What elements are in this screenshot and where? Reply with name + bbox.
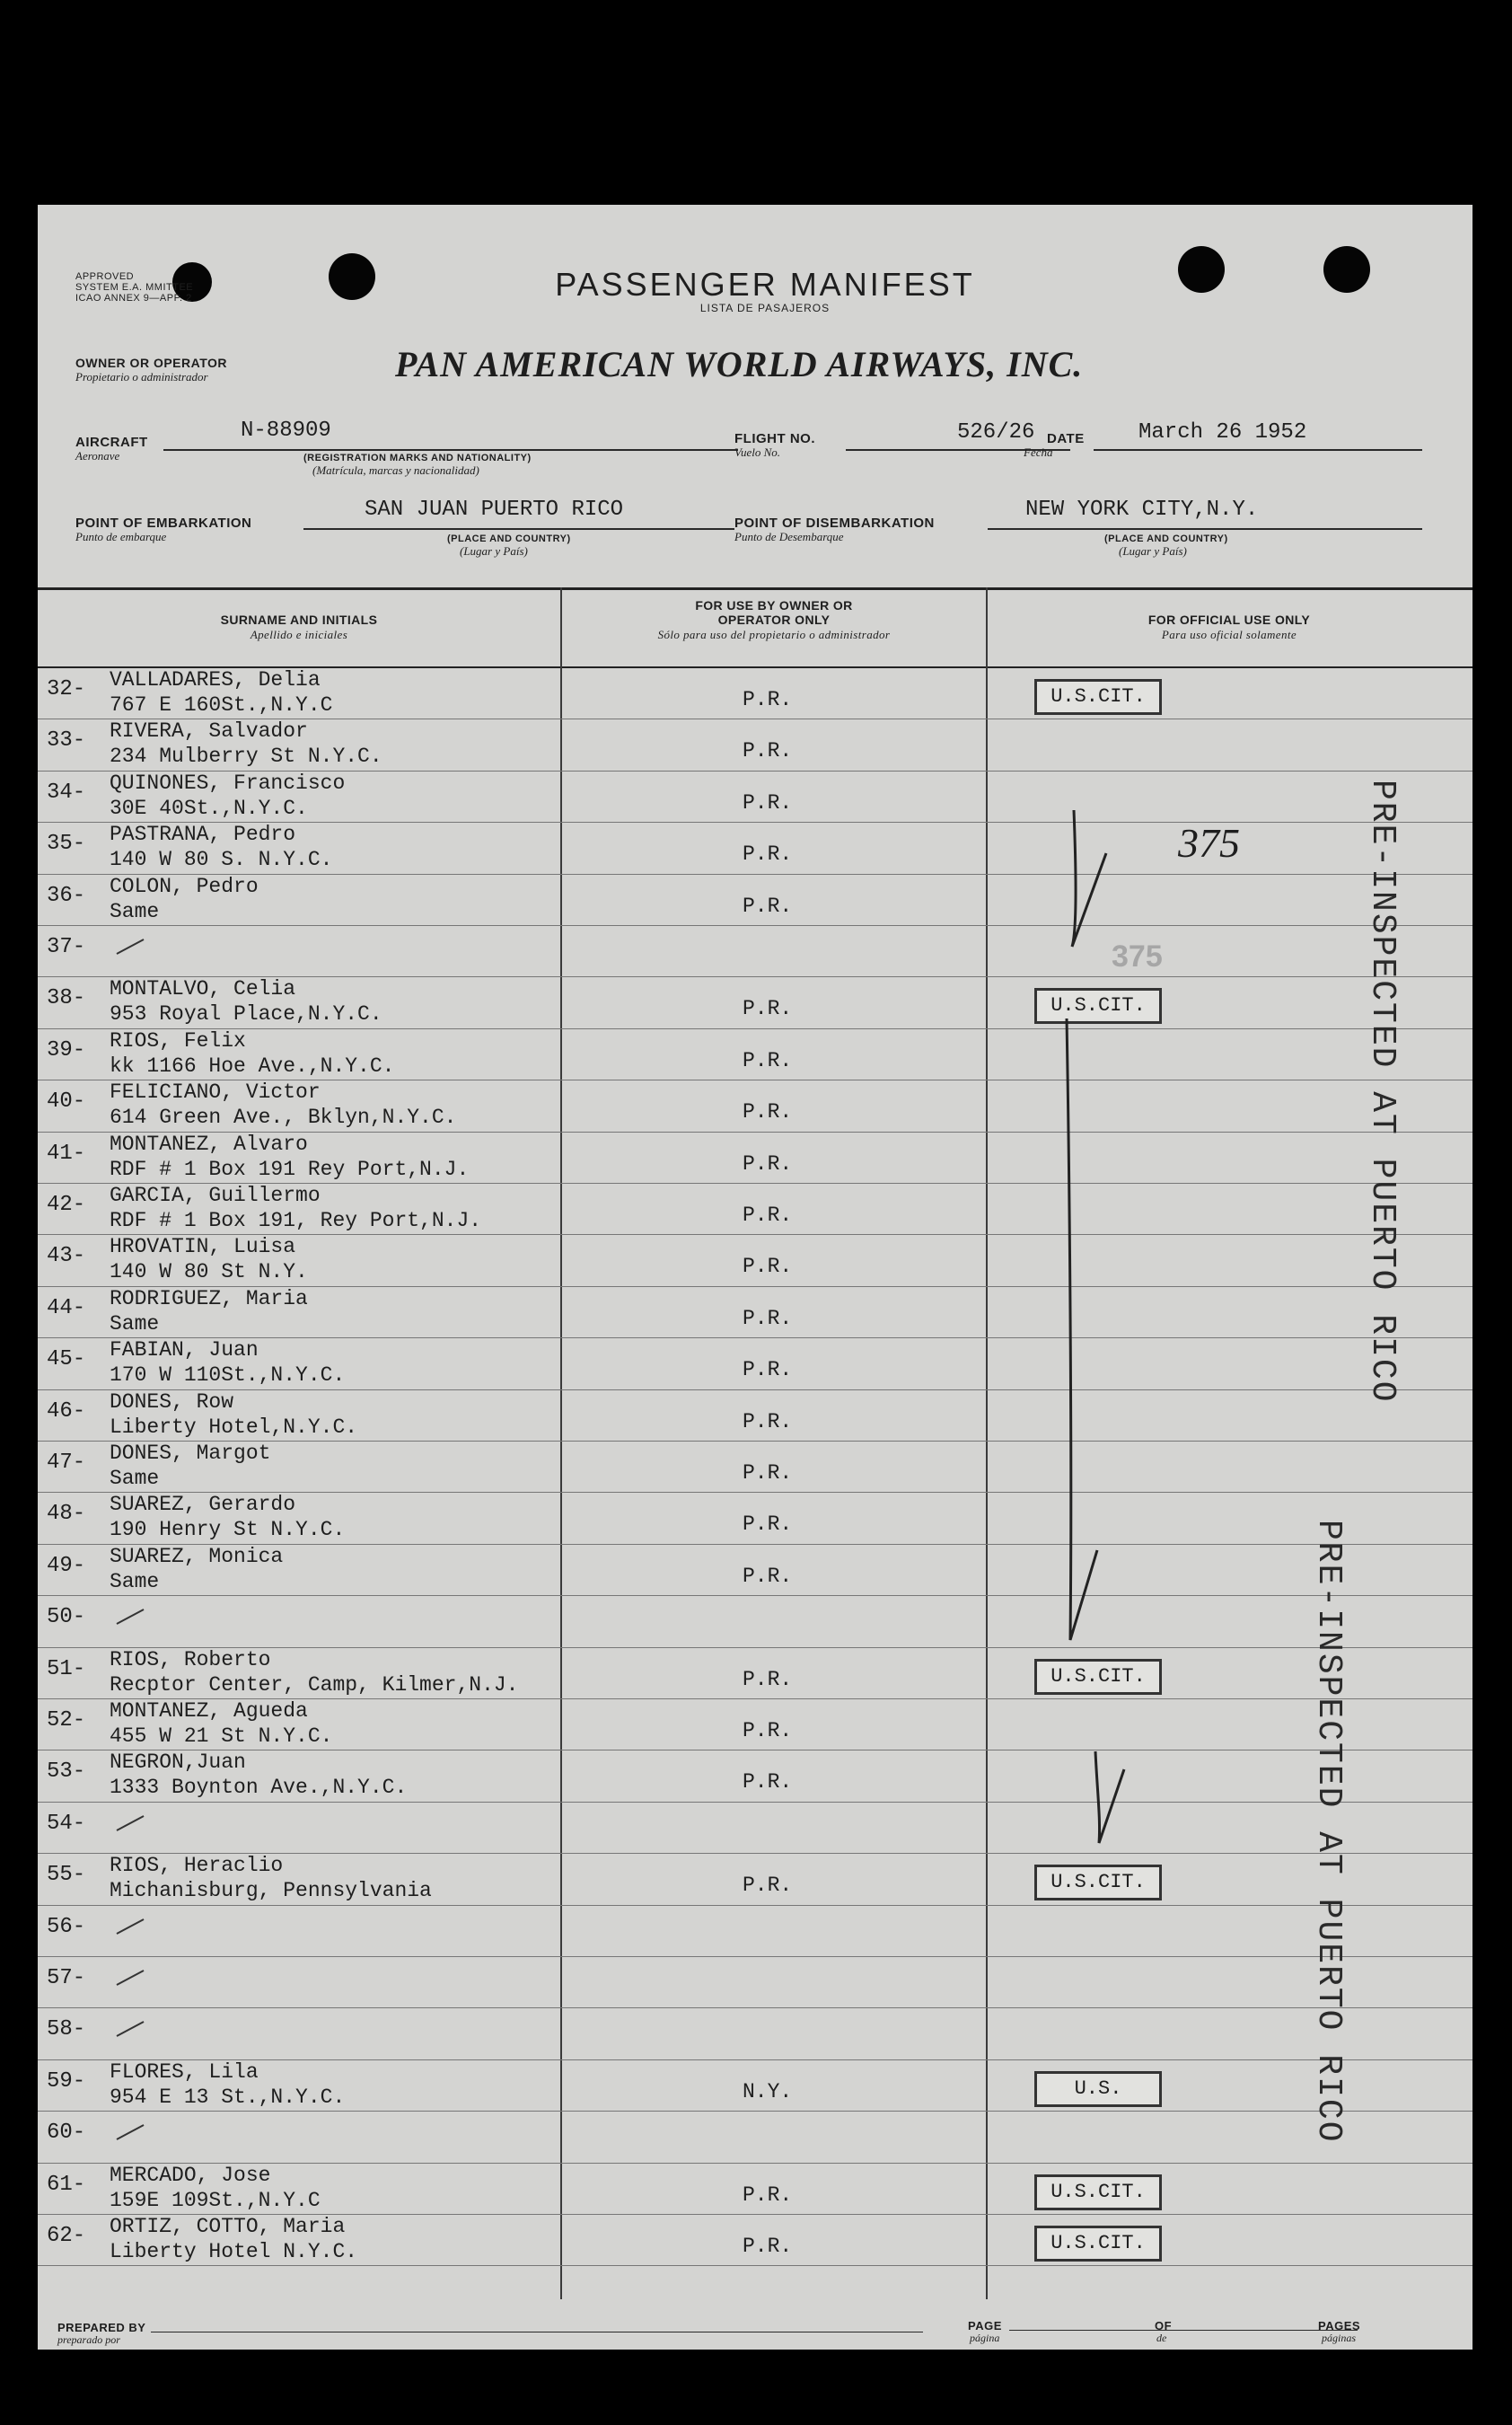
- blank-row-slash: [117, 1815, 145, 1831]
- owner-value: PAN AMERICAN WORLD AIRWAYS, INC.: [395, 344, 1084, 384]
- row-number: 34-: [47, 780, 86, 805]
- pages-label-es: páginas: [1322, 2332, 1357, 2344]
- passenger-name: VALLADARES, Delia: [110, 668, 321, 692]
- passenger-name: FLORES, Lila: [110, 2059, 259, 2084]
- passenger-name: PASTRANA, Pedro: [110, 823, 296, 847]
- operator-note: P.R.: [743, 1409, 793, 1433]
- approved-line: APPROVED: [75, 271, 135, 282]
- passenger-name: MERCADO, Jose: [110, 2163, 271, 2187]
- faint-stamp-number: 375: [1112, 939, 1163, 974]
- table-row: [38, 926, 1472, 977]
- passenger-address: Liberty Hotel,N.Y.C.: [110, 1415, 358, 1439]
- flight-label-es: Vuelo No.: [734, 445, 781, 459]
- date-label-es: Fecha: [1024, 445, 1053, 459]
- passenger-address: Liberty Hotel N.Y.C.: [110, 2240, 358, 2263]
- operator-note: P.R.: [743, 688, 793, 711]
- flight-label: FLIGHT NO.: [734, 431, 815, 446]
- row-number: 33-: [47, 728, 86, 754]
- table-row: [38, 772, 1472, 823]
- page-label: PAGE: [968, 2319, 1002, 2332]
- table-row: [38, 1957, 1472, 2008]
- row-number: 54-: [47, 1811, 86, 1836]
- passenger-name: MONTANEZ, Agueda: [110, 1699, 308, 1723]
- passenger-address: 170 W 110St.,N.Y.C.: [110, 1363, 346, 1388]
- operator-note: N.Y.: [743, 2079, 793, 2103]
- blank-row-slash: [117, 1970, 145, 1986]
- operator-note: P.R.: [743, 1100, 793, 1124]
- table-row: [38, 1390, 1472, 1442]
- column-header-names-es: Apellido e iniciales: [250, 628, 348, 641]
- citizenship-stamp: U.S.CIT.: [1034, 2174, 1162, 2210]
- operator-note: P.R.: [743, 1564, 793, 1588]
- row-number: 48-: [47, 1502, 86, 1527]
- column-header-names-en: SURNAME AND INITIALS: [220, 613, 378, 627]
- table-row: [38, 977, 1472, 1028]
- row-number: 46-: [47, 1398, 86, 1424]
- table-top-rule: [38, 587, 1472, 590]
- table-row: [38, 1750, 1472, 1802]
- blank-row-slash: [117, 1609, 145, 1625]
- row-number: 36-: [47, 883, 86, 908]
- aircraft-value: N-88909: [241, 419, 331, 443]
- operator-note: P.R.: [743, 790, 793, 815]
- operator-note: P.R.: [743, 894, 793, 918]
- operator-note: P.R.: [743, 2235, 793, 2258]
- row-number: 62-: [47, 2224, 86, 2248]
- passenger-name: DONES, Margot: [110, 1442, 271, 1465]
- blank-row-slash: [117, 1918, 145, 1935]
- table-row: [38, 1803, 1472, 1854]
- row-number: 58-: [47, 2017, 86, 2042]
- passenger-name: GARCIA, Guillermo: [110, 1184, 321, 1207]
- punch-hole-right: [1323, 246, 1370, 293]
- row-number: 56-: [47, 1914, 86, 1939]
- row-number: 47-: [47, 1451, 86, 1475]
- row-number: 32-: [47, 677, 86, 701]
- table-row: [38, 1235, 1472, 1286]
- blank-row-slash: [117, 2022, 145, 2038]
- passenger-name: ORTIZ, COTTO, Maria: [110, 2215, 346, 2238]
- table-row: [38, 2060, 1472, 2112]
- operator-note: P.R.: [743, 1358, 793, 1382]
- prepared-label-es: preparado por: [57, 2333, 120, 2346]
- row-number: 41-: [47, 1141, 86, 1166]
- operator-note: P.R.: [743, 1048, 793, 1072]
- operator-note: P.R.: [743, 842, 793, 867]
- row-number: 45-: [47, 1347, 86, 1372]
- table-row: [38, 1545, 1472, 1596]
- passenger-address: 614 Green Ave., Bklyn,N.Y.C.: [110, 1106, 457, 1130]
- passenger-address: 234 Mulberry St N.Y.C.: [110, 745, 382, 769]
- table-row: [38, 1287, 1472, 1338]
- passenger-address: 159E 109St.,N.Y.C: [110, 2188, 321, 2212]
- aircraft-label: AIRCRAFT: [75, 435, 148, 450]
- passenger-name: MONTANEZ, Alvaro: [110, 1132, 308, 1156]
- vertical-inspection-stamp-1: PRE-INSPECTED AT PUERTO RICO: [1363, 780, 1402, 1404]
- passenger-name: RIOS, Heraclio: [110, 1854, 284, 1878]
- column-header-operator-es: Sólo para uso del propietario o administrador: [657, 628, 891, 641]
- table-row: [38, 2112, 1472, 2163]
- date-underline: [1094, 449, 1422, 451]
- passenger-name: RODRIGUEZ, Maria: [110, 1286, 308, 1310]
- passenger-table: [38, 587, 1472, 2299]
- operator-note: P.R.: [743, 997, 793, 1021]
- table-row: [38, 1184, 1472, 1235]
- row-number: 40-: [47, 1089, 86, 1115]
- passenger-address: 1333 Boynton Ave.,N.Y.C.: [110, 1776, 408, 1800]
- punch-hole-middle: [1178, 246, 1225, 293]
- table-row: [38, 1906, 1472, 1957]
- disembark-place-note-es: (Lugar y País): [1119, 544, 1187, 558]
- operator-note: P.R.: [743, 1719, 793, 1742]
- citizenship-stamp: U.S.CIT.: [1034, 679, 1162, 715]
- approved-line: SYSTEM E.A. MMITTEE: [75, 282, 194, 293]
- punch-hole-left: [329, 253, 375, 300]
- vertical-inspection-stamp-2: PRE-INSPECTED AT PUERTO RICO: [1309, 1520, 1348, 2144]
- table-row: [38, 719, 1472, 771]
- operator-note: P.R.: [743, 1667, 793, 1691]
- column-header-official-en: FOR OFFICIAL USE ONLY: [1147, 613, 1311, 627]
- disembark-label-es: Punto de Desembarque: [734, 530, 844, 543]
- table-row: [38, 1648, 1472, 1699]
- passenger-name: SUAREZ, Monica: [110, 1544, 284, 1568]
- operator-note: P.R.: [743, 1770, 793, 1794]
- aircraft-underline: [163, 449, 738, 451]
- passenger-name: RIOS, Felix: [110, 1028, 246, 1053]
- row-number: 55-: [47, 1863, 86, 1888]
- disembark-underline: [988, 528, 1422, 530]
- embark-underline: [303, 528, 734, 530]
- row-number: 39-: [47, 1037, 86, 1063]
- date-label: DATE: [1047, 431, 1085, 446]
- row-number: 35-: [47, 832, 86, 857]
- table-row: [38, 1133, 1472, 1184]
- disembark-place-note: (PLACE AND COUNTRY): [1104, 534, 1228, 544]
- row-number: 42-: [47, 1193, 86, 1217]
- operator-note: P.R.: [743, 2182, 793, 2207]
- page-subtitle: LISTA DE PASAJEROS: [699, 302, 831, 314]
- citizenship-stamp: U.S.CIT.: [1034, 1865, 1162, 1900]
- passenger-address: Same: [110, 899, 160, 923]
- owner-label-es: Propietario o administrador: [75, 370, 208, 384]
- handwritten-number: 375: [1178, 820, 1240, 866]
- citizenship-stamp: U.S.: [1034, 2071, 1162, 2107]
- embark-value: SAN JUAN PUERTO RICO: [365, 498, 624, 522]
- passenger-address: 953 Royal Place,N.Y.C.: [110, 1002, 382, 1027]
- passenger-address: Michanisburg, Pennsylvania: [110, 1879, 432, 1903]
- operator-note: P.R.: [743, 1306, 793, 1330]
- row-number: 60-: [47, 2121, 86, 2146]
- column-header-official: [986, 613, 1472, 642]
- passenger-address: 455 W 21 St N.Y.C.: [110, 1724, 333, 1748]
- citizenship-stamp: U.S.CIT.: [1034, 1659, 1162, 1695]
- blank-row-slash: [117, 939, 145, 955]
- passenger-address: Recptor Center, Camp, Kilmer,N.J.: [110, 1672, 519, 1697]
- row-number: 59-: [47, 2068, 86, 2094]
- of-label-es: de: [1156, 2332, 1167, 2344]
- table-row: [38, 668, 1472, 719]
- row-number: 43-: [47, 1244, 86, 1269]
- passenger-address: 190 Henry St N.Y.C.: [110, 1518, 346, 1542]
- operator-note: P.R.: [743, 1874, 793, 1898]
- column-header-official-es: Para uso oficial solamente: [1161, 628, 1297, 641]
- passenger-name: HROVATIN, Luisa: [110, 1235, 296, 1259]
- passenger-address: RDF # 1 Box 191 Rey Port,N.J.: [110, 1157, 470, 1181]
- column-header-names: [38, 613, 560, 642]
- disembark-label: POINT OF DISEMBARKATION: [734, 516, 935, 531]
- operator-note: P.R.: [743, 1204, 793, 1227]
- passenger-address: 954 E 13 St.,N.Y.C.: [110, 2085, 346, 2109]
- passenger-address: RDF # 1 Box 191, Rey Port,N.J.: [110, 1209, 482, 1232]
- operator-note: P.R.: [743, 1512, 793, 1537]
- owner-label: OWNER OR OPERATOR: [75, 356, 227, 370]
- table-row: [38, 1699, 1472, 1750]
- operator-note: P.R.: [743, 1151, 793, 1176]
- aircraft-label-es: Aeronave: [75, 449, 120, 463]
- row-number: 50-: [47, 1605, 86, 1630]
- passenger-address: 767 E 160St.,N.Y.C: [110, 693, 333, 717]
- registration-note-es: (Matrícula, marcas y nacionalidad): [312, 463, 479, 477]
- manifest-sheet: [38, 205, 1472, 2350]
- table-row: [38, 823, 1472, 874]
- operator-note: P.R.: [743, 1255, 793, 1279]
- table-row: [38, 1080, 1472, 1132]
- row-number: 49-: [47, 1553, 86, 1578]
- table-row: [38, 2164, 1472, 2215]
- passenger-name: COLON, Pedro: [110, 874, 259, 898]
- passenger-address: Same: [110, 1311, 160, 1336]
- table-row: [38, 2008, 1472, 2059]
- operator-note: P.R.: [743, 1461, 793, 1485]
- passenger-name: QUINONES, Francisco: [110, 771, 346, 795]
- row-number: 53-: [47, 1759, 86, 1785]
- table-row: [38, 1854, 1472, 1905]
- row-number: 52-: [47, 1708, 86, 1733]
- row-number: 51-: [47, 1656, 86, 1681]
- passenger-name: FELICIANO, Victor: [110, 1080, 321, 1105]
- embark-place-note-es: (Lugar y País): [460, 544, 528, 558]
- table-row: [38, 1338, 1472, 1389]
- row-number: 57-: [47, 1966, 86, 1990]
- of-label: OF: [1155, 2319, 1173, 2332]
- registration-note: (REGISTRATION MARKS AND NATIONALITY): [303, 453, 532, 463]
- flight-value: 526/26: [957, 420, 1035, 445]
- embark-label-es: Punto de embarque: [75, 530, 167, 543]
- approved-line: ICAO ANNEX 9—APP. 2: [75, 293, 192, 304]
- passenger-name: MONTALVO, Celia: [110, 977, 296, 1001]
- page-title: PASSENGER MANIFEST: [555, 266, 975, 303]
- page-label-es: página: [970, 2332, 1000, 2344]
- column-header-operator: [657, 598, 891, 642]
- date-value: March 26 1952: [1138, 420, 1307, 445]
- row-number: 38-: [47, 986, 86, 1011]
- approved-block: [75, 271, 193, 304]
- table-row: [38, 875, 1472, 926]
- table-row: [38, 1493, 1472, 1544]
- table-row: [38, 2215, 1472, 2266]
- passenger-address: 140 W 80 S. N.Y.C.: [110, 848, 333, 872]
- blank-row-slash: [117, 2124, 145, 2140]
- row-number: 61-: [47, 2172, 86, 2197]
- passenger-name: NEGRON,Juan: [110, 1750, 246, 1775]
- passenger-address: 140 W 80 St N.Y.: [110, 1260, 308, 1284]
- prepared-label: PREPARED BY: [57, 2321, 146, 2334]
- table-row: [38, 1029, 1472, 1080]
- column-header-operator-en: FOR USE BY OWNER OR OPERATOR ONLY: [695, 598, 853, 627]
- row-rule: [38, 2265, 1472, 2266]
- passenger-name: RIVERA, Salvador: [110, 719, 308, 744]
- operator-note: P.R.: [743, 739, 793, 763]
- citizenship-stamp: U.S.CIT.: [1034, 988, 1162, 1024]
- embark-label: POINT OF EMBARKATION: [75, 516, 252, 531]
- passenger-address: 30E 40St.,N.Y.C.: [110, 796, 308, 820]
- passenger-name: SUAREZ, Gerardo: [110, 1493, 296, 1517]
- embark-place-note: (PLACE AND COUNTRY): [447, 534, 571, 544]
- disembark-value: NEW YORK CITY,N.Y.: [1025, 498, 1259, 522]
- passenger-name: DONES, Row: [110, 1389, 234, 1414]
- citizenship-stamp: U.S.CIT.: [1034, 2226, 1162, 2262]
- table-row: [38, 1596, 1472, 1647]
- table-row: [38, 1442, 1472, 1493]
- passenger-address: kk 1166 Hoe Ave.,N.Y.C.: [110, 1054, 395, 1078]
- passenger-name: RIOS, Roberto: [110, 1647, 271, 1671]
- row-number: 44-: [47, 1295, 86, 1320]
- pages-label: PAGES: [1318, 2319, 1361, 2332]
- passenger-address: Same: [110, 1569, 160, 1593]
- row-number: 37-: [47, 935, 86, 959]
- passenger-name: FABIAN, Juan: [110, 1338, 259, 1362]
- passenger-address: Same: [110, 1467, 160, 1490]
